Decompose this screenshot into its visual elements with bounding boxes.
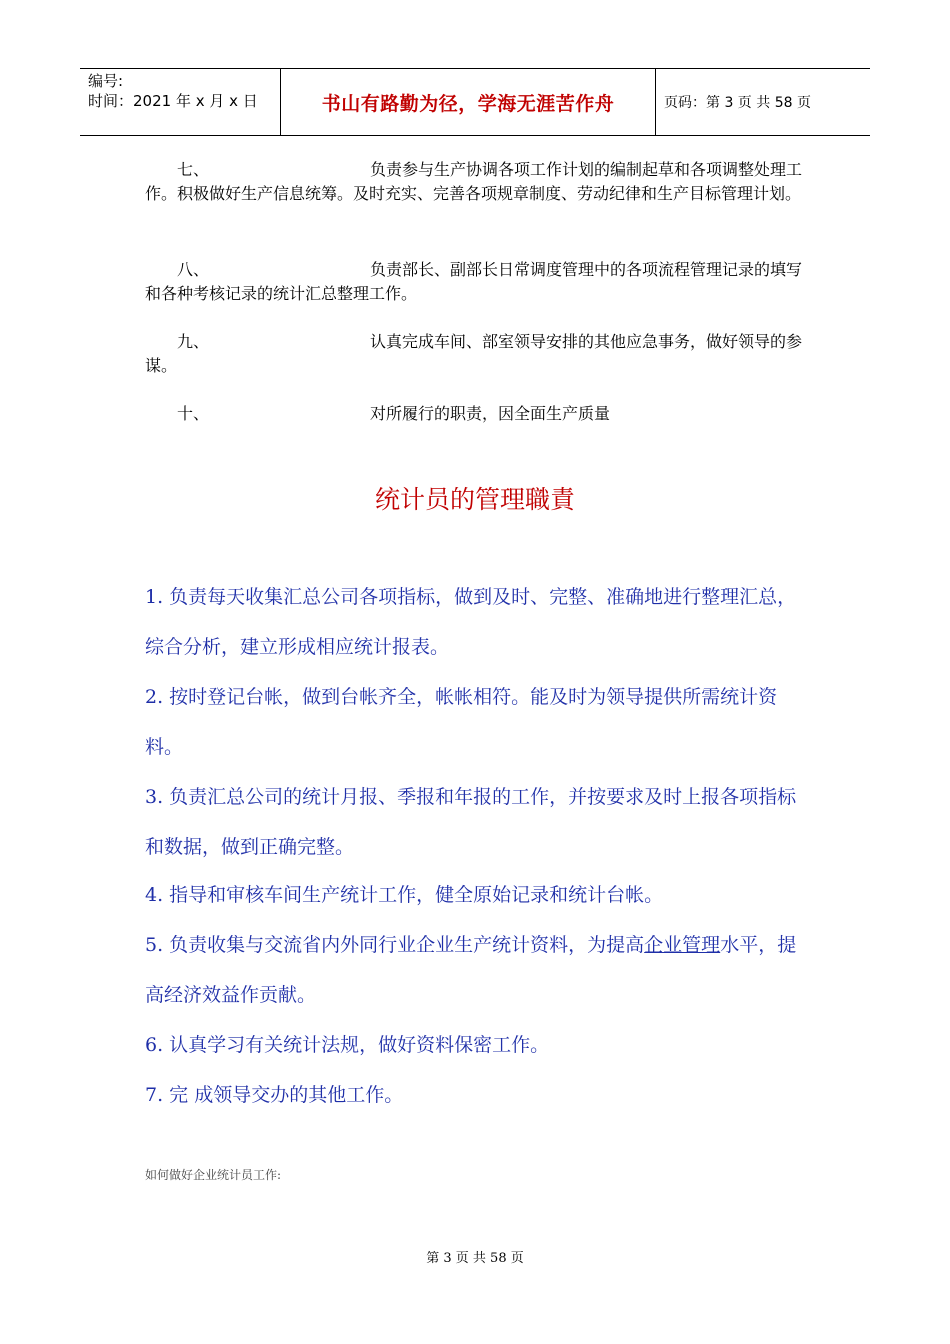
page-footer: 第 3 页 共 58 页: [426, 1251, 524, 1266]
paragraph-number: 七、: [177, 160, 210, 179]
duty-item-6: 6. 认真学习有关统计法规，做好资料保密工作。: [145, 1034, 550, 1056]
paragraph-lead: 负责部长、副部长日常调度管理中的各项流程管理记: [370, 260, 739, 279]
duty-item-5-pre: 5. 负责收集与交流省内外同行业企业生产统计资料，为提高: [145, 934, 645, 956]
duty-item-5: [145, 920, 815, 1020]
header-motto: 书山有路勤为径，学海无涯苦作舟: [281, 69, 656, 135]
paragraph-lead: 认真完成车间、部室领导安排的其他应急事务，做好: [370, 332, 739, 351]
paragraph-rest: 录的填写和各种考核记录的统计汇总整理工作。: [145, 260, 803, 303]
number-label: 编号:: [88, 72, 124, 90]
paragraph-10: [145, 402, 810, 426]
paragraph-8: [145, 258, 810, 306]
duty-item-3: 3. 负责汇总公司的统计月报、季报和年报的工作，并按要求及时上报各项指标和数据，做到正确完整。: [145, 786, 797, 858]
closing-note: 如何做好企业统计员工作:: [145, 1168, 282, 1182]
paragraph-number: 八、: [177, 260, 210, 279]
duty-item-4: 4. 指导和审核车间生产统计工作，健全原始记录和统计台帐。: [145, 884, 664, 906]
duty-item-1: 1. 负责每天收集汇总公司各项指标，做到及时、完整、准确地进行整理汇总，综合分析，建立形成相应统计报表。: [145, 586, 797, 658]
paragraph-rest: 整处理工作。积极做好生产信息统筹。及时充实、完善各项规章制度、劳动纪律和生产目标管理计划。: [145, 160, 803, 203]
header-meta: [80, 69, 281, 135]
enterprise-management-link[interactable]: 企业管理: [644, 934, 721, 956]
paragraph-lead: 对所履行的职责，因全面生产质量: [370, 404, 611, 423]
paragraph-lead: 负责参与生产协调各项工作计划的编制起草和各项调: [370, 160, 739, 179]
header-page-info: 页码：第 3 页 共 58 页: [664, 95, 811, 111]
duty-item-7: 7. 完 成领导交办的其他工作。: [145, 1084, 404, 1106]
time-label: 时间：2021 年 x 月 x 日: [88, 92, 258, 110]
paragraph-number: 十、: [177, 404, 210, 423]
duty-item-5-post: 水平，提高经济效益作贡献。: [145, 934, 797, 1006]
paragraph-number: 九、: [177, 332, 210, 351]
duty-item-2: 2. 按时登记台帐，做到台帐齐全，帐帐相符。能及时为领导提供所需统计资料。: [145, 686, 778, 758]
section-title: 统计员的管理職責: [374, 485, 575, 514]
paragraph-rest: 领导的参谋。: [145, 332, 803, 375]
paragraph-7: [145, 158, 810, 206]
page-header: [80, 68, 870, 136]
paragraph-9: [145, 330, 810, 378]
